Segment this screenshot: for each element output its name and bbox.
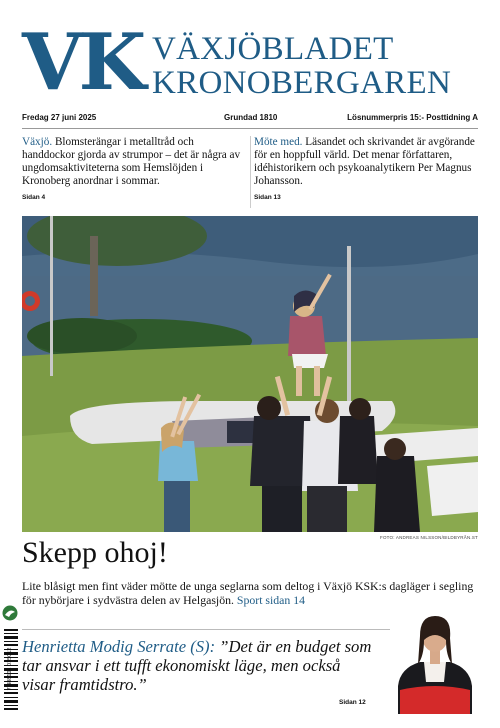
- founded-year: Grundad 1810: [224, 113, 278, 122]
- teaser-divider: [250, 136, 251, 208]
- quote-page-ref: Sidan 12: [339, 699, 366, 706]
- title-line-1: VÄXJÖBLADET: [152, 31, 394, 67]
- issue-price: Lösnummerpris 15:- Posttidning A: [347, 113, 478, 122]
- sailing-camp-photo: [22, 216, 478, 532]
- lead-text: Lite blåsigt men fint väder mötte de unga seglarna som deltog i Växjö KSK:s dagläger i segling för nybörjare i sydvästra delen av Helgasjön.: [22, 579, 474, 607]
- teaser-text: Läsandet och skrivandet är avgörande för en hoppfull värld. Det menar författaren, idéhistorikern och psykoanalytikern Per Magnus Johansson.: [254, 136, 475, 187]
- teaser-page-ref: Sidan 13: [254, 194, 281, 201]
- photo-credit: FOTO: ANDREAS NILSSON/BILDBYRÅN.ST: [380, 535, 478, 540]
- header-rule: [22, 128, 478, 129]
- teaser-text: Blomsterängar i metalltråd och handdockor gjorda av strumpor – det är några av ungdomsaktiviteterna som Hemslöjden i Kronoberg anordnar i sommar.: [22, 136, 241, 187]
- teaser-kicker: Växjö.: [22, 136, 53, 148]
- teaser-page-ref: Sidan 4: [22, 194, 46, 201]
- politician-quote[interactable]: [22, 637, 372, 694]
- title-line-2: KRONOBERGAREN: [152, 65, 452, 101]
- ecolabel-swan-icon: [2, 604, 18, 622]
- main-headline[interactable]: Skepp ohoj!: [22, 536, 168, 569]
- sport-page-link[interactable]: Sport sidan 14: [236, 593, 306, 607]
- quote-text: ”Det är en budget som tar ansvar i ett tufft ekonomiskt läge, men också visar framtidstro.”: [22, 637, 372, 694]
- main-photo: [22, 216, 478, 532]
- teaser-vaxjo[interactable]: [22, 136, 246, 204]
- quote-name: Henrietta Modig Serrate (S):: [22, 637, 216, 656]
- masthead: [22, 17, 482, 108]
- dateline: [22, 112, 478, 126]
- masthead-logo: VK: [22, 17, 143, 108]
- newspaper-title: [152, 32, 482, 100]
- main-lead: [22, 579, 482, 607]
- portrait-photo: [390, 606, 480, 714]
- issue-date: Fredag 27 juni 2025: [22, 113, 97, 122]
- barcode-number: 7 388101 015012: [7, 647, 13, 691]
- teaser-mote-med[interactable]: [254, 136, 478, 204]
- teaser-kicker: Möte med.: [254, 136, 303, 148]
